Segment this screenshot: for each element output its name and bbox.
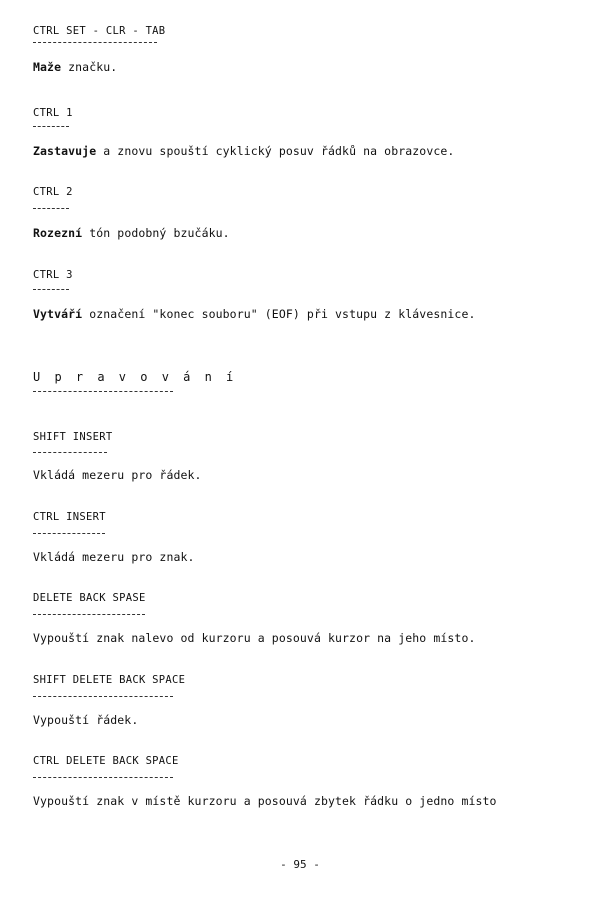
key-heading-ctrl-insert: CTRL INSERT xyxy=(33,511,106,523)
key-description: Vkládá mezeru pro řádek. xyxy=(33,468,202,482)
section-underline xyxy=(33,391,173,392)
heading-underline xyxy=(33,777,173,778)
key-heading-ctrl-2: CTRL 2 xyxy=(33,186,73,198)
key-description: Vypouští znak nalevo od kurzoru a posouvá kurzor na jeho místo. xyxy=(33,631,476,645)
description-verb: Vytváří xyxy=(33,307,83,321)
description-text: označení "konec souboru" (EOF) při vstupu z klávesnice. xyxy=(82,307,476,321)
key-heading-ctrl-delete-back-space: CTRL DELETE BACK SPACE xyxy=(33,755,179,767)
description-verb: Rozezní xyxy=(33,226,83,240)
key-description xyxy=(33,144,454,158)
heading-underline xyxy=(33,696,173,697)
description-verb: Zastavuje xyxy=(33,144,97,158)
key-description xyxy=(33,307,476,321)
key-heading-ctrl-set-clr-tab: CTRL SET - CLR - TAB xyxy=(33,25,166,37)
key-description: Vypouští řádek. xyxy=(33,713,139,727)
page-number: - 95 - xyxy=(280,858,320,871)
heading-underline xyxy=(33,533,105,534)
description-text: značku. xyxy=(61,60,118,74)
heading-underline xyxy=(33,208,69,209)
key-description: Vypouští znak v místě kurzoru a posouvá zbytek řádku o jedno místo xyxy=(33,794,497,808)
key-description xyxy=(33,226,230,240)
heading-underline xyxy=(33,42,157,43)
key-heading-delete-back-space: DELETE BACK SPASE xyxy=(33,592,146,604)
heading-underline xyxy=(33,289,69,290)
key-description: Vkládá mezeru pro znak. xyxy=(33,550,195,564)
description-text: a znovu spouští cyklický posuv řádků na obrazovce. xyxy=(96,144,455,158)
key-heading-shift-delete-back-space: SHIFT DELETE BACK SPACE xyxy=(33,674,186,686)
key-heading-ctrl-3: CTRL 3 xyxy=(33,269,73,281)
description-text: tón podobný bzučáku. xyxy=(82,226,230,240)
key-description xyxy=(33,60,117,74)
heading-underline xyxy=(33,452,107,453)
description-verb: Maže xyxy=(33,60,62,74)
heading-underline xyxy=(33,126,69,127)
key-heading-ctrl-1: CTRL 1 xyxy=(33,107,73,119)
heading-underline xyxy=(33,614,145,615)
section-title: U p r a v o v á n í xyxy=(33,370,237,384)
key-heading-shift-insert: SHIFT INSERT xyxy=(33,431,113,443)
